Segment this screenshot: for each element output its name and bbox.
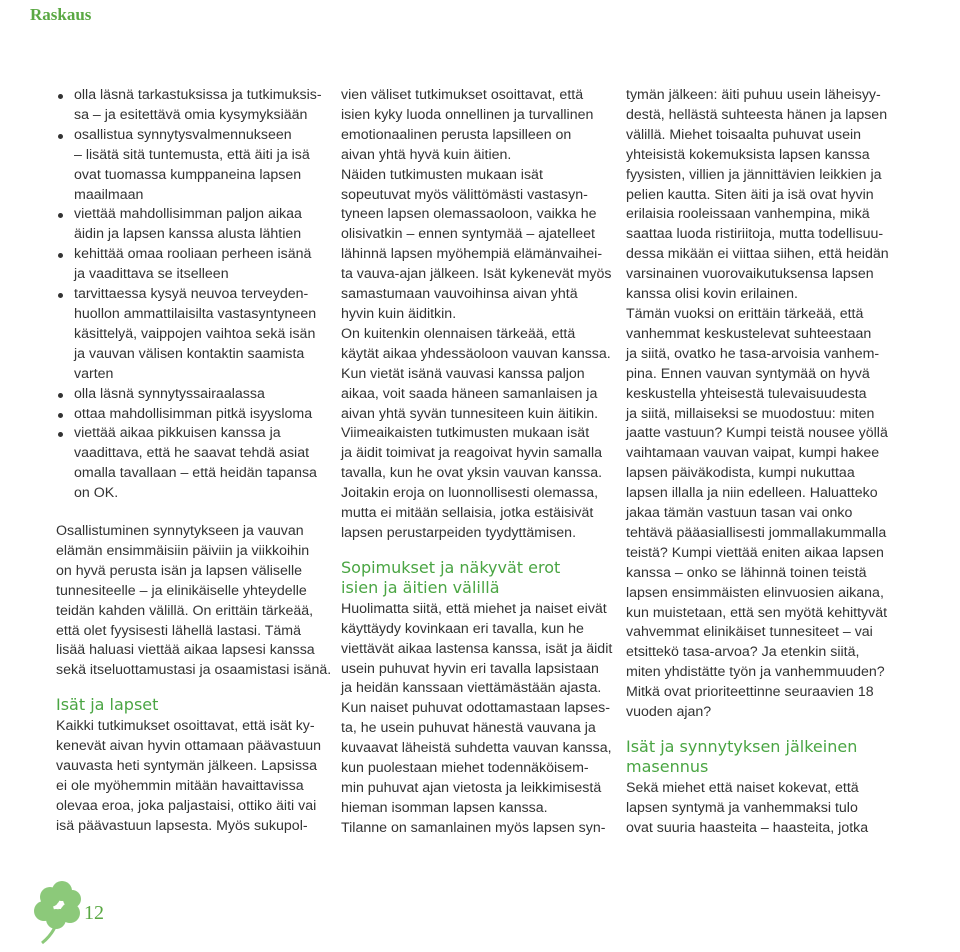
text-line: teistä? Kumpi viettää eniten aikaa lapsen [626,544,884,561]
text-line: ovat tuomassa kumppaneina lapsen [74,166,302,183]
text-line: On kuitenkin olennaisen tärkeää, että [341,325,576,342]
text-line: vauvasta heti syntymän jälkeen. Lapsissa [56,758,318,775]
list-item [56,86,326,126]
page-number: 12 [84,902,104,924]
text-line: vaihtamaan vauvan vaipat, kumpi hakee [626,445,880,462]
text-line: lapsen päiväkodista, kumpi nukuttaa [626,465,855,482]
text-line: erilaisia rooleissaan vanhempina, mikä [626,206,870,223]
text-line: käytät aikaa yhdessäoloon vauvan kanssa. [341,345,611,362]
text-line: sekä itseluottamustasi ja osaamistasi isänä. [56,662,332,679]
bullet-icon [58,94,63,99]
list-item [56,385,326,405]
text-line: vaadittava, että he saavat tehdä asiat [74,445,310,462]
paragraph [626,86,906,723]
column-3 [626,86,906,839]
bullet-icon [58,413,63,418]
text-line: viettää mahdollisimman paljon aikaa [74,206,302,223]
bullet-icon [58,393,63,398]
text-line: ja vaadittava se itselleen [74,266,229,283]
text-line: Kun vietät isänä vauvasi kanssa paljon [341,365,585,382]
text-line: lisää haluasi viettää aikaa lapsesi kanssa [56,642,315,659]
text-line: Viimeaikaisten tutkimusten mukaan isät [341,425,590,442]
text-line: Mitkä ovat prioriteettinne seuraavien 18 [626,684,874,701]
text-line: masennus [626,757,709,776]
text-line: olevaa eroa, joka paljastaisi, ottiko äiti vai [56,797,317,814]
text-line: kun muistetaan, että sen myötä kehittyvät [626,604,888,621]
text-line: elämän ensimmäisiin päiviin ja viikkoihin [56,542,310,559]
text-line: pina. Ennen vauvan syntymää on hyvä [626,365,870,382]
text-line: aivan yhtä syvän tunnesiteen kuin äitikin. [341,405,599,422]
section-title: Raskaus [30,5,92,24]
list-item [56,205,326,245]
text-line: saattaa luoda ristiriitoja, mutta todellisuu- [626,226,884,243]
text-line: emotionaalinen perusta lapsilleen on [341,126,572,143]
text-line: pelien kautta. Siten äiti ja isä ovat hyvin [626,186,874,203]
paragraph [341,86,612,544]
text-line: vien väliset tutkimukset osoittavat, että [341,87,584,103]
text-line: ei ole myöhemmin mitään havaittavissa [56,778,304,794]
text-line: osallistua synnytysvalmennukseen [74,126,292,143]
list-item [56,245,326,285]
text-line: kanssa – onko se lähinnä toinen teistä [626,564,867,581]
list-item [56,405,326,425]
text-line: tehtävä pääasiallisesti jommallakummalla [626,524,887,541]
text-line: olla läsnä synnytyssairaalassa [74,385,265,402]
text-line: kenevät aivan hyvin ottamaan päävastuun [56,738,322,755]
text-line: vanhemmat keskustelevat suhteestaan [626,325,872,342]
text-line: Kaikki tutkimukset osoittavat, että isät ky- [56,718,315,735]
text-line: mutta ei mitään sellaisia, jotka estäisivät [341,505,594,522]
text-line: sopeutuvat myös välittömästi vastasyn- [341,186,588,203]
paragraph [626,779,906,839]
text-line: tunnesiteelle – ja elinikäiselle yhteydelle [56,582,307,599]
text-line: Kun naiset puhuvat odottamastaan lapses- [341,700,610,717]
text-line: isä päävastuun lapsesta. Myös sukupol- [56,817,308,834]
text-line: maailmaan [74,186,144,203]
text-line: lapsen ensimmäisten elinvuosien aikana, [626,584,884,601]
bullet-icon [58,253,63,258]
bullet-list [56,86,326,504]
text-line: tyneen lapsen olemassaoloon, vaikka he [341,206,597,223]
text-line: jaatte vastuun? Kumpi teistä nousee yöllä [626,425,888,442]
column-2 [341,86,613,839]
paragraph [56,717,326,836]
paragraph [341,600,613,839]
text-line: Tilanne on samanlainen myös lapsen syn- [341,819,606,836]
text-line: on OK. [74,485,119,502]
text-line: – lisätä sitä tuntemusta, että äiti ja isä [74,146,310,163]
paragraph [56,522,332,681]
text-line: tymän jälkeen: äiti puhuu usein läheisyy- [626,87,881,103]
text-line: on hyvä perusta isän ja lapsen väliselle [56,562,303,579]
text-line: ja heidän kanssaan viettämästään ajasta. [341,680,602,697]
text-line: kanssa olisi kovin erilainen. [626,286,798,303]
bullet-icon [58,293,63,298]
text-line: välillä. Miehet toisaalta puhuvat usein [626,126,862,143]
text-line: Osallistuminen synnytykseen ja vauvan [56,523,304,540]
list-item [56,285,326,385]
text-line: samastumaan vauvoihinsa aivan yhtä [341,286,578,303]
text-line: vuoden ajan? [626,704,712,721]
text-line: Näiden tutkimusten mukaan isät [341,166,543,183]
text-line: destä, hellästä suhteesta hänen ja lapsen [626,106,888,123]
list-item [56,126,326,206]
text-line: vahvemmat elinikäiset tunnesiteet – vai [626,624,873,641]
text-line: viettävät aikaa lastensa kanssa, isät ja äidit [341,640,613,657]
text-line: ovat suuria haasteita – haasteita, jotka [626,819,869,836]
text-line: ta vauva-ajan jälkeen. Isät kykenevät myös [341,266,612,283]
text-line: äidin ja lapsen kanssa alusta lähtien [74,226,302,243]
bullet-icon [58,134,63,139]
text-line: huollon ammattilaisilta vastasyntyneen [74,305,317,322]
list-item [56,424,326,504]
section-heading [626,737,906,777]
text-line: kuvaavat läheistä suhdetta vauvan kanssa, [341,740,612,757]
text-line: ottaa mahdollisimman pitkä isyysloma [74,405,313,422]
text-line: olla läsnä tarkastuksissa ja tutkimuksis- [74,87,322,103]
text-line: omalla tavallaan – että heidän tapansa [74,465,317,482]
text-line: varten [74,365,114,382]
bullet-icon [58,213,63,218]
text-line: aivan yhtä hyvä kuin äitien. [341,146,512,163]
text-line: usein puhuvat hyvin eri tavalla lapsistaan [341,660,599,677]
clover-logo-icon [30,875,120,945]
text-line: tavalla, kun he ovat yksin vauvan kanssa. [341,465,603,482]
text-line: Sopimukset ja näkyvät erot [341,557,561,577]
text-line: varsinainen vuorovaikutuksensa lapsen [626,266,874,283]
text-line: käsittelyä, vaippojen vaihtoa sekä isän [74,325,316,342]
text-line: isien ja äitien välillä [341,577,500,597]
text-line: ja äidit toimivat ja reagoivat hyvin samalla [341,445,603,462]
text-line: käyttäydy kovinkaan eri tavalla, kun he [341,620,584,637]
text-line: lapsen perustarpeiden tyydyttämisen. [341,524,577,541]
column-1 [56,86,332,837]
text-line: hieman isomman lapsen kanssa. [341,799,548,816]
text-line: ja siitä, millaiseksi se muodostuu: miten [626,405,875,422]
text-line: että olet fyysisesti lähellä lastasi. Tämä [56,622,301,639]
text-line: isien kyky luoda onnellinen ja turvallinen [341,106,594,123]
text-line: Huolimatta siitä, että miehet ja naiset eivät [341,600,607,617]
text-line: kehittää omaa rooliaan perheen isänä [74,246,312,263]
text-line: Sekä miehet että naiset kokevat, että [626,780,859,796]
text-line: miten yhdistätte työn ja vanhemmuuden? [626,664,885,681]
text-line: sa – ja esitettävä omia kysymyksiään [74,106,308,123]
text-line: lapsen illalla ja niin edelleen. Haluatteko [626,485,878,502]
text-line: min puhuvat ajan vietosta ja leikkimisestä [341,780,602,796]
section-heading: Isät ja lapset [56,695,159,715]
text-line: olisivatkin – ennen syntymää – ajatelleet [341,226,595,243]
text-line: lähinnä lapsen myöhempiä elämänvaihei- [341,246,603,263]
text-line: teidän kahden välillä. On erittäin tärkeää, [56,602,314,619]
bullet-icon [58,432,63,437]
text-line: ta, he usein puhuvat hänestä vauvana ja [341,720,596,737]
text-line: hyvin kuin äiditkin. [341,305,457,322]
section-heading [341,558,606,598]
text-line: ja siitä, ovatko he tasa-arvoisia vanhem- [626,345,880,362]
text-line: keskustella yhteisestä tulevaisuudesta [626,385,867,402]
text-line: viettää aikaa pikkuisen kanssa ja [74,425,281,442]
text-line: jakaa tämän vastuun tasan vai onko [626,505,853,522]
text-line: aikaa, voit saada häneen samanlaisen ja [341,385,598,402]
text-line: dessa mikään ei viittaa siihen, että heidän [626,246,889,263]
text-line: etsittekö tasa-arvoa? Ja etenkin siitä, [626,644,860,661]
text-line: lapsen syntymä ja vanhemmaksi tulo [626,799,858,816]
text-line: tarvittaessa kysyä neuvoa terveyden- [74,286,309,303]
text-line: ja vauvan välisen kontaktin saamista [74,345,305,362]
text-line: Isät ja synnytyksen jälkeinen [626,737,858,756]
text-line: Joitakin eroja on luonnollisesti olemassa, [341,485,599,502]
text-line: yhteisistä kokemuksista lapsen kanssa [626,146,870,163]
text-line: kun puolestaan miehet todennäköisem- [341,760,589,777]
text-line: fyysisten, villien ja jännittävien leikkien ja [626,166,882,183]
text-line: Tämän vuoksi on erittäin tärkeää, että [626,305,864,322]
